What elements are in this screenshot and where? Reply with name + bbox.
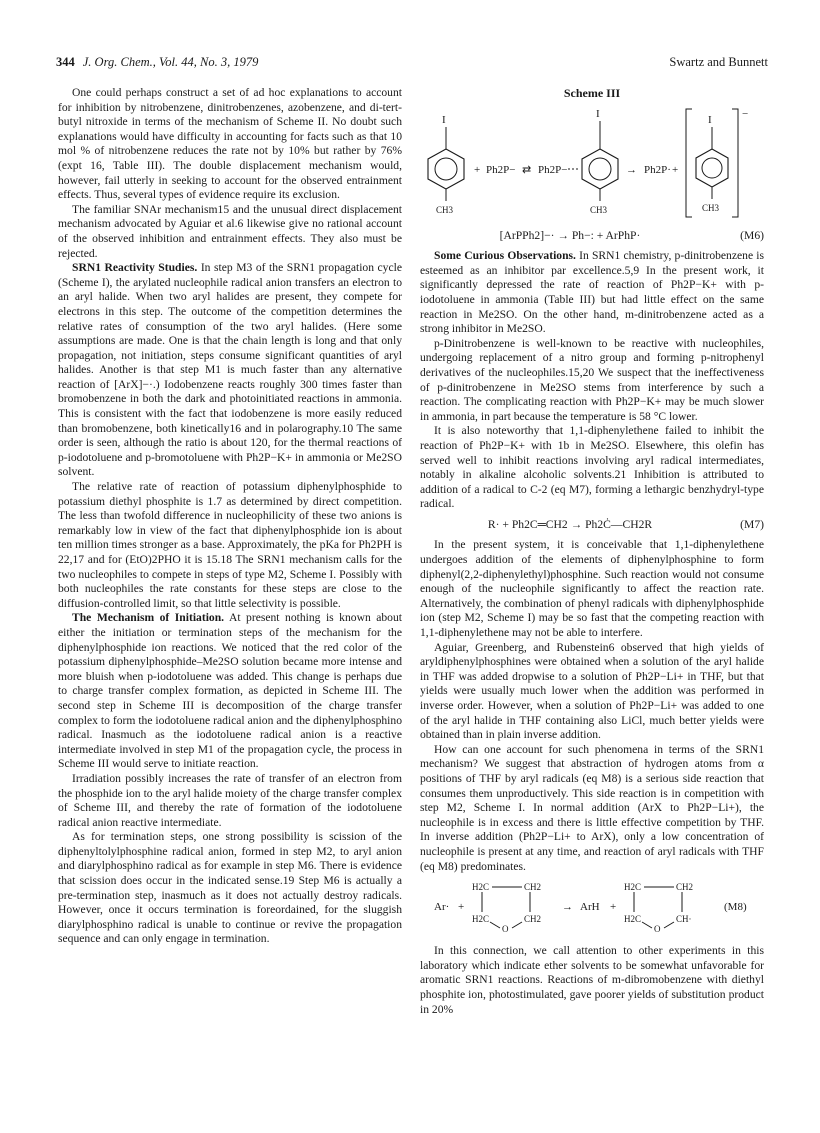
paragraph-text: In SRN1 chemistry, p-dinitrobenzene is esteemed as an inhibitor par excellence.5,9 In the present work, it significantly depressed the rate of reaction of Ph2P−K+ with p-iodotoluene in ammonia (Table III) but had little effect on the same reaction in Me2SO. On the other hand, m-dinitrobenzene acted as a strong inhibitor in Me2SO. (420, 249, 765, 336)
arene-product: ArH (580, 901, 600, 914)
iodine-label: I (596, 107, 600, 120)
radical-anion-charge: − (742, 107, 749, 120)
equation-label: (M7) (740, 517, 764, 531)
paragraph: One could perhaps construct a set of ad hoc explanations to account for inhibition by nitrobenzene, dinitrobenzenes, azobenzene, and di-tert-butyl nitroxide in terms of the mechanism of Scheme II. No doubt such explanations would have difficulty in accounting for facts such as that 10 mol % of nitrobenzene reduces the rate not by 10% but rather by 76% (expt 16, Table III). The double displacement mechanism would, however, fail utterly in seeking to account for the observed entrainment effects. Thus, several types of evidence require its exclusion. (58, 86, 402, 202)
page-header (56, 52, 768, 72)
methyl-label: CH3 (436, 204, 454, 215)
complex-donor: Ph2P− (538, 163, 568, 176)
paragraph-text: In step M3 of the SRN1 propagation cycle (Scheme I), the arylated nucleophile radical anion transfers an electron to an aryl halide. When two aryl halides are present, they compete for electrons in this step. The outcome of the competition determines the relative rates of consumption of the two aryl halides. (Here some assumptions are made. One is that the chain length is long and that only propagation, not initiation, steps consume significant quantities of aryl halides. Another is that step M1 is much faster than any alternative reaction of [ArX]−·.) Iodobenzene reacts roughly 300 times faster than bromobenzene in both the dark and photoinitiated reactions in ammonia. This is consistent with the fact that iodobenzene is more easily reduced than bromobenzene, both kinetically16 and in polarography.10 The same order is seen, although the ratio is about 120, for the thermal reactions of p-iodotoluene and p-bromotoluene with Ph2P−K+ in ammonia or Me2SO solvent. (58, 261, 402, 479)
aryl-radical: Ar· (434, 901, 450, 914)
running-head-left (56, 55, 258, 70)
scheme-iii-diagram (420, 105, 764, 223)
paragraph: The familiar SNAr mechanism15 and the unusual direct displacement mechanism advocated by Aguiar et al.6 likewise give no rational account of the observed inhibition and entrainment effects. They also must be rejected. (58, 202, 402, 260)
paragraph: Irradiation possibly increases the rate of transfer of an electron from the phosphide ion to the aryl halide moiety of the charge transfer complex of Scheme III, and thereby the rate of formation of the iodotoluene radical anion reactive intermediate. (58, 771, 402, 829)
methyl-label: CH3 (702, 202, 720, 213)
ch2-label: CH2 (676, 882, 694, 893)
phosphide-reagent: Ph2P− (486, 163, 516, 176)
h2c-label: H2C (624, 882, 642, 893)
phosphino-radical: Ph2P· (644, 163, 671, 176)
paragraph: How can one account for such phenomena in terms of the SRN1 mechanism? We suggest that abstraction of hydrogen atoms from α positions of THF by aryl radicals (eq M8) is a serious side reaction that consumes them unproductively. This side reaction is in competition with step M2, Scheme I. In normal addition (ArX to Ph2P−Li+), the nucleophile is in excess and there is little effective competition by THF. In inverse addition (Ph2P−Li+ to ArX), only a low concentration of nucleophile is present at any time, and reaction of aryl radicals with THF (eq M8) predominates. (420, 742, 764, 873)
page-number: 344 (56, 54, 75, 69)
right-column (420, 86, 764, 1017)
plus-sign: + (610, 901, 617, 914)
section-heading: The Mechanism of Initiation. (72, 611, 225, 625)
journal-citation: J. Org. Chem., Vol. 44, No. 3, 1979 (82, 54, 259, 69)
equation-m8 (420, 878, 764, 934)
paragraph: In the present system, it is conceivable that 1,1-diphenylethene undergoes addition of the elements of diphenylphosphine to form diphenyl(2,2-diphenylethyl)phosphine. Such reaction would not consume enough of the nucleophile significantly to affect the reaction rate. Alternatively, the combination of phenyl radicals with diphenylphosphide ion (step M2, Scheme I) may be so fast that the competing reaction with 1,1-diphenylethene may not be able to interfere. (420, 538, 764, 640)
plus-sign: + (672, 163, 679, 176)
ch-radical-label: CH· (676, 914, 692, 925)
running-head-authors: Swartz and Bunnett (669, 54, 768, 69)
equation-m6 (420, 229, 764, 244)
equation-label: (M8) (724, 901, 747, 914)
equation-body: [ArPPh2]−· → Ph−: + ArPhP· (499, 228, 641, 242)
paragraph: As for termination steps, one strong possibility is scission of the diphenyltolylphosphine radical anion, formed in step M2, to aryl anion and diarylphosphino radical as for example in step M6. There is evidence that scission does occur in the indicated sense.19 Step M6 is actually a pre-termination step, inasmuch as it does not actually destroy radicals. However, once it occurs termination is foreordained, for the sluggish diarylphosphino radical is unable to continue or revive the propagation sequence and can only engage in termination. (58, 830, 402, 946)
left-column (58, 86, 402, 947)
iodine-label: I (708, 113, 712, 126)
equation-m7 (420, 518, 764, 533)
oxygen-label: O (654, 924, 661, 935)
paragraph (58, 261, 402, 480)
oxygen-label: O (502, 924, 509, 935)
reaction-arrow: → (562, 901, 573, 914)
methyl-label: CH3 (590, 204, 608, 215)
paragraph-text: At present nothing is known about either the initiation or termination steps of the mechanism for the diphenylphosphide ion reactions. We noticed that the red color of the potassium diphenylphosphide–Me2SO solution became more intense and more bluish when p-iodotoluene was added. This change is perhaps due to charge transfer complex formation, as depicted in Scheme III. The second step in Scheme III is decomposition of the charge transfer complex to form the iodotoluene radical anion and the diphenylphosphino radical. Inasmuch as the iodotoluene radical anion is a reactive intermediate involved in step M1 of the propagation cycle, the process in Scheme III would serve to initiate reaction. (58, 611, 402, 771)
ch2-label: CH2 (524, 882, 542, 893)
paragraph: The relative rate of reaction of potassium diphenylphosphide to potassium diethyl phosphite is 1.7 as determined by direct competition. The less than twofold difference in nucleophilicity of these two anions is remarkably low in view of the fact that diphenylphosphide ion is about ten million times stronger as a base. Approximately, the pKa for Ph2PH is 22,17 and for (EtO)2PHO it is 15.18 The SRN1 mechanism calls for the two nucleophiles to compete in steps of type M2, Scheme I. Possibly with both nucleophiles the rate constants for these steps are close to the diffusion-controlled limit, so that little selectivity is possible. (58, 480, 402, 610)
thf-structure (472, 882, 541, 934)
thf-radical-structure (624, 882, 693, 934)
charge-transfer-complex-structure (582, 108, 618, 215)
section-heading: Some Curious Observations. (434, 249, 576, 263)
plus-sign: + (474, 163, 481, 176)
equilibrium-arrow: ⇄ (522, 163, 532, 176)
paragraph: p-Dinitrobenzene is well-known to be reactive with nucleophiles, undergoing replacement of a nitro group and forming p-nitrophenyl derivatives of the nucleophiles.15,20 We suspect that the ineffectiveness of p-dinitrobenzene in Me2SO stems from interference by such a reaction. The complicating reaction with Ph2P−K+ may be much slower in ammonia, in part because the temperature is 58 °C lower. (420, 336, 764, 423)
paragraph: In this connection, we call attention to other experiments in this laboratory which indicate ether solvents to be somewhat unfavorable for aromatic SRN1 reactions. Reactions of m-dibromobenzene with diethyl phosphite ion, photostimulated, gave poorer yields of substitution product in 20% (420, 944, 764, 1016)
paragraph (420, 249, 764, 337)
section-heading: SRN1 Reactivity Studies. (72, 261, 198, 275)
ch2-label: CH2 (524, 914, 542, 925)
h2c-label: H2C (624, 914, 642, 925)
iodine-label: I (442, 113, 446, 126)
paragraph: Aguiar, Greenberg, and Rubenstein6 observed that high yields of aryldiphenylphosphines were obtained when a solution of the aryl halide in THF was added dropwise to a solution of Ph2P−Li+ in THF, but that yields were usually much lower when the addition was performed in inverse order. However, when a solution of Ph2P−Li+ was added to one of the aryl halide in THF containing also LiCl, much better yields were obtained than in plain inverse addition. (420, 640, 764, 742)
reaction-arrow: → (626, 163, 637, 176)
plus-sign: + (458, 901, 465, 914)
h2c-label: H2C (472, 882, 490, 893)
paragraph (58, 611, 402, 772)
iodotoluene-structure (428, 114, 464, 215)
iodotoluene-radical-anion-structure (686, 108, 748, 217)
paragraph: It is also noteworthy that 1,1-diphenylethene failed to inhibit the reaction of Ph2P−K+ with 1b in Me2SO. Elsewhere, this olefin has served well to inhibit reactions involving aryl radical intermediates, notably in alkaline alcoholic solvents.21 Inhibition is attributed to addition of a radical to C-2 (eq M7), forming a lethargic benzhydryl-type radical. (420, 424, 764, 511)
equation-body: R· + Ph2C═CH2 → Ph2Ċ—CH2R (487, 517, 653, 531)
equation-label: (M6) (740, 228, 764, 242)
scheme-title: Scheme III (563, 86, 621, 100)
h2c-label: H2C (472, 914, 490, 925)
